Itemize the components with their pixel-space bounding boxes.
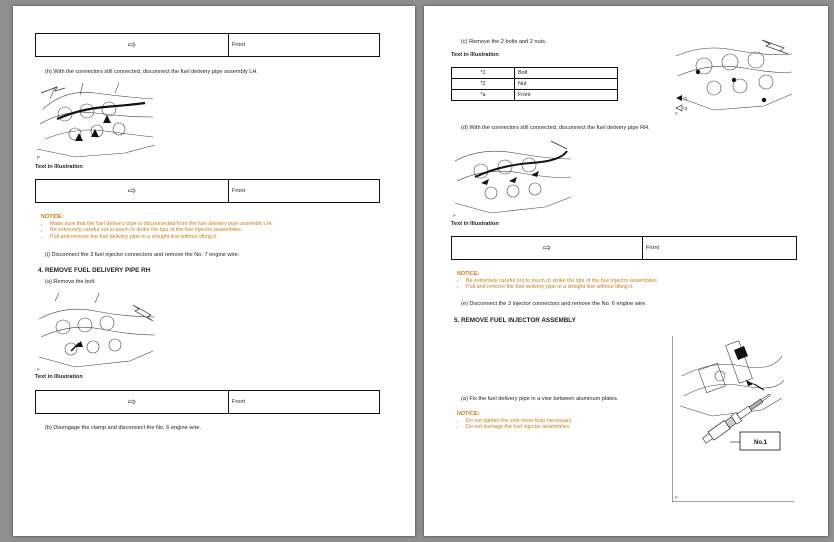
notice-title: NOTICE: <box>457 271 480 277</box>
front-arrow-icon: ⇨ <box>452 237 643 259</box>
front-direction-table <box>35 390 380 414</box>
engine-illustration-2 <box>35 291 157 373</box>
text-in-illustration-heading-2: Text in Illustration <box>35 374 83 380</box>
engine-illustration-3 <box>674 36 794 116</box>
step-c-text: (c) Remove the 2 bolts and 2 nuts. <box>461 39 547 45</box>
notice-block-1 <box>41 214 273 240</box>
text-in-illustration-heading-4: Text in Illustration <box>451 221 499 227</box>
front-direction-table <box>35 179 380 203</box>
legend-table <box>451 67 618 101</box>
callout-1: *1 <box>683 96 688 101</box>
legend-key: *1 <box>452 68 515 79</box>
engine-illustration-1 <box>35 79 157 161</box>
front-direction-table <box>35 33 380 57</box>
front-label: Front <box>232 399 246 405</box>
front-label: Front <box>232 42 246 48</box>
table-row <box>452 68 618 79</box>
table-row <box>452 90 618 101</box>
text-in-illustration-heading-3: Text in Illustration <box>451 52 499 58</box>
step-h-text: (h) With the connectors still connected, disconnect the fuel delivery pipe assembly LH. <box>45 69 258 75</box>
svg-text:P: P <box>37 367 40 372</box>
notice-item: • Do not damage the fuel injector assemblies. <box>466 424 573 431</box>
document-page-1 <box>13 6 415 536</box>
notice-title: NOTICE: <box>457 411 480 417</box>
step-b-text: (b) Disengage the clamp and disconnect the No. 6 engine wire. <box>45 425 202 431</box>
notice-item: • Pull and remove the fuel delivery pipe in a straight line without tilting it. <box>466 284 658 291</box>
svg-text:P: P <box>453 213 456 218</box>
step-a-text: (a) Remove the bolt. <box>45 279 96 285</box>
notice-item: • Be extremely careful not to touch or strike the tips of the fuel injector assemblies. <box>466 278 658 285</box>
engine-illustration-4 <box>451 137 573 219</box>
legend-key: *a <box>452 90 515 101</box>
notice-item: • Make sure that the fuel delivery pipe is disconnected from the fuel delivery pipe assembly LH. <box>50 221 273 228</box>
injector-illustration <box>672 336 794 502</box>
front-arrow-icon: ⇨ <box>36 391 229 413</box>
step-i-text: (i) Disconnect the 3 fuel injector connectors and remove the No. 7 engine wire. <box>45 252 240 258</box>
notice-item: • Pull and remove the fuel delivery pipe in a straight line without tilting it. <box>50 234 273 241</box>
text-in-illustration-heading-1: Text in Illustration <box>35 164 83 170</box>
svg-text:P: P <box>37 155 41 160</box>
section-4-title: 4. REMOVE FUEL DELIVERY PIPE RH <box>38 267 151 274</box>
notice-title: NOTICE: <box>41 214 64 220</box>
notice-item: • Do not tighten the vise more than necessary. <box>466 418 573 425</box>
front-label: Front <box>232 188 246 194</box>
legend-value: Front <box>515 90 618 101</box>
injector-label: No.1 <box>754 440 768 446</box>
front-arrow-icon: ⇨ <box>36 180 229 202</box>
front-label: Front <box>646 245 660 251</box>
table-row <box>452 79 618 90</box>
callout-2: *2 <box>683 106 688 111</box>
svg-text:P: P <box>675 495 678 500</box>
step-e-text: (e) Disconnect the 3 injector connectors and remove the No. 6 engine wire. <box>461 301 647 307</box>
front-direction-table <box>451 236 797 260</box>
step-d-text: (d) With the connectors still connected, disconnect the fuel delivery pipe RH. <box>461 125 650 131</box>
notice-block-2 <box>457 271 658 291</box>
legend-value: Bolt <box>515 68 618 79</box>
step-a2-text: (a) Fix the fuel delivery pipe in a vise between aluminum plates. <box>461 396 619 402</box>
legend-key: *2 <box>452 79 515 90</box>
notice-block-3 <box>457 411 573 431</box>
legend-value: Nut <box>515 79 618 90</box>
section-5-title: 5. REMOVE FUEL INJECTOR ASSEMBLY <box>454 317 576 324</box>
svg-text:P: P <box>675 111 678 116</box>
document-page-2 <box>424 6 828 536</box>
front-arrow-icon: ⇨ <box>36 34 229 56</box>
notice-item: • Be extremely careful not to touch or strike the tips of the fuel injector assemblies. <box>50 227 273 234</box>
